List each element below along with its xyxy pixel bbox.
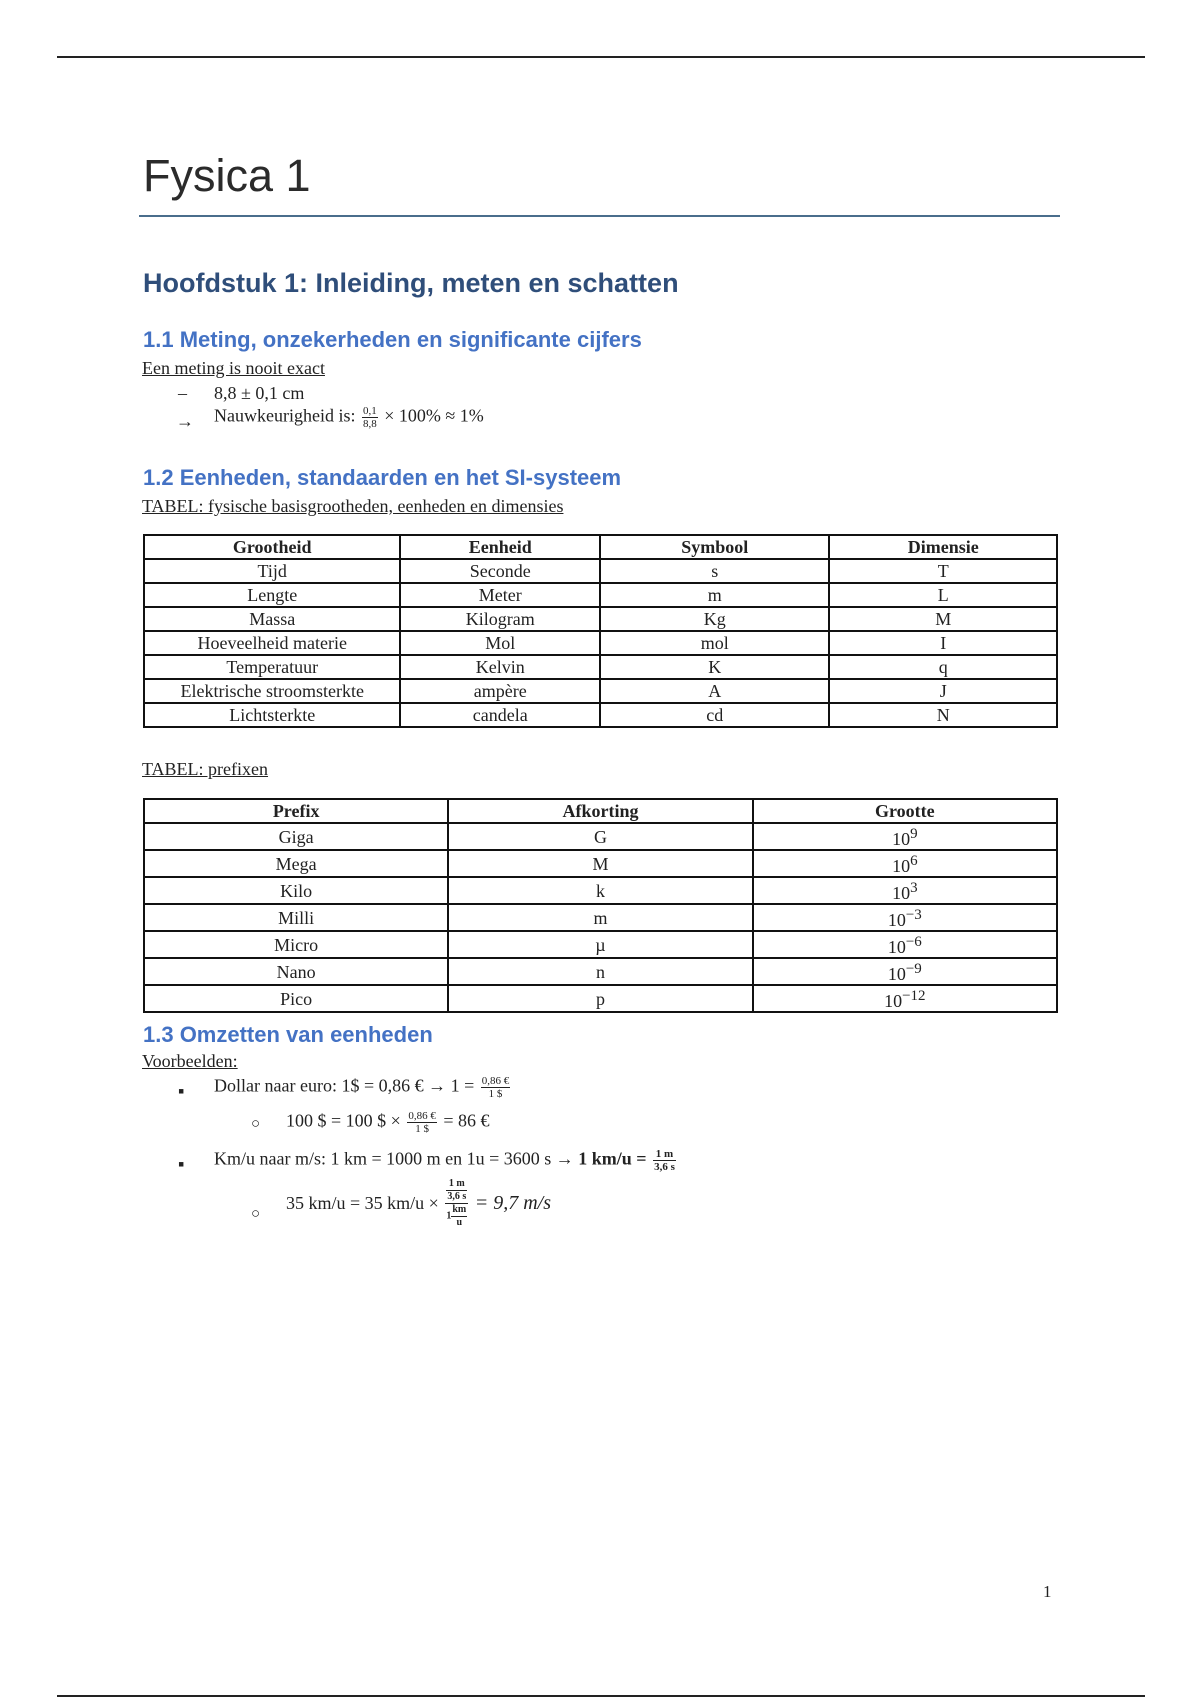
section-1-3-heading: 1.3 Omzetten van eenheden <box>143 1022 433 1047</box>
table-cell: q <box>829 655 1057 679</box>
table-cell: Massa <box>144 607 400 631</box>
dollar-euro-line <box>214 1075 512 1100</box>
table-cell: s <box>600 559 829 583</box>
kmh-fraction <box>653 1148 676 1173</box>
table-cell: Lengte <box>144 583 400 607</box>
circle-bullet: ○ <box>251 1206 261 1222</box>
title-underline <box>139 215 1060 217</box>
table-cell: K <box>600 655 829 679</box>
table-cell: T <box>829 559 1057 583</box>
compound-numerator <box>445 1178 468 1204</box>
column-header: Prefix <box>144 799 448 823</box>
section-1-1-heading: 1.1 Meting, onzekerheden en significante cijfers <box>143 327 642 352</box>
table-cell <box>753 850 1057 877</box>
dollar-euro-text: Dollar naar euro: 1$ = 0,86 € → 1 = <box>214 1075 475 1096</box>
precision-label: Nauwkeurigheid is: <box>214 405 356 426</box>
euro-fraction <box>481 1075 511 1100</box>
table-row <box>144 904 1057 931</box>
table-cell: Hoeveelheid materie <box>144 631 400 655</box>
top-page-rule <box>57 56 1145 58</box>
denominator-fraction <box>451 1204 467 1229</box>
section-1-1-subtitle: Een meting is nooit exact <box>142 358 325 378</box>
table-cell <box>753 823 1057 850</box>
table-cell: Micro <box>144 931 448 958</box>
kmh-text: Km/u naar m/s: 1 km = 1000 m en 1u = 3600 s → <box>214 1148 574 1169</box>
table-header-row <box>144 535 1057 559</box>
section-1-3-subtitle: Voorbeelden: <box>142 1051 238 1071</box>
power-exponent: −12 <box>902 988 926 1004</box>
table2-caption: TABEL: prefixen <box>142 759 269 779</box>
fraction-numerator: 0,86 € <box>408 1110 436 1122</box>
table-cell: Meter <box>400 583 600 607</box>
table1-caption: TABEL: fysische basisgrootheden, eenheden en dimensies <box>142 496 564 516</box>
numerator-bottom: 3,6 s <box>447 1191 467 1202</box>
circle-bullet: ○ <box>251 1116 261 1132</box>
fraction-denominator: 1 $ <box>415 1123 429 1135</box>
column-header: Afkorting <box>448 799 752 823</box>
table-cell: Mega <box>144 850 448 877</box>
table-cell <box>753 904 1057 931</box>
table-cell: Tijd <box>144 559 400 583</box>
table-row <box>144 583 1057 607</box>
table-cell: µ <box>448 931 752 958</box>
column-header: Symbool <box>600 535 829 559</box>
power-base: 10 <box>892 883 911 903</box>
table-cell: Mol <box>400 631 600 655</box>
compound-denominator <box>445 1204 468 1229</box>
table-row <box>144 559 1057 583</box>
table-cell: Pico <box>144 985 448 1012</box>
precision-result: × 100% ≈ 1% <box>384 405 484 426</box>
column-header: Eenheid <box>400 535 600 559</box>
table-cell: G <box>448 823 752 850</box>
table-cell <box>753 877 1057 904</box>
table-row <box>144 679 1057 703</box>
table-header-row <box>144 799 1057 823</box>
precision-fraction <box>362 405 378 430</box>
chapter-heading: Hoofdstuk 1: Inleiding, meten en schatten <box>143 268 679 298</box>
table-cell: Kelvin <box>400 655 600 679</box>
fraction-numerator: 1 m <box>653 1148 676 1161</box>
power-exponent: −3 <box>905 907 922 923</box>
dollar-example-result: = 86 € <box>443 1110 490 1131</box>
fraction-numerator: km <box>452 1204 467 1215</box>
table-row <box>144 823 1057 850</box>
table-cell: k <box>448 877 752 904</box>
fraction-denominator: 3,6 s <box>654 1161 675 1173</box>
table-cell: Milli <box>144 904 448 931</box>
dash-bullet: – <box>178 383 187 403</box>
table-cell: Kilo <box>144 877 448 904</box>
prefix-table <box>143 798 1058 1013</box>
table-cell: m <box>600 583 829 607</box>
compound-fraction <box>445 1178 468 1229</box>
table-cell <box>753 958 1057 985</box>
table-row <box>144 631 1057 655</box>
kmh-example-text: 35 km/u = 35 km/u × <box>286 1193 439 1213</box>
power-exponent: −6 <box>905 934 922 950</box>
table-cell: candela <box>400 703 600 727</box>
power-exponent: 3 <box>910 880 918 896</box>
kmh-line <box>214 1148 678 1173</box>
table-row <box>144 958 1057 985</box>
table-cell: ampère <box>400 679 600 703</box>
fraction-denominator: u <box>456 1217 463 1228</box>
arrow-bullet: → <box>176 411 194 431</box>
table-cell: M <box>448 850 752 877</box>
power-base: 10 <box>892 856 911 876</box>
table-cell: Giga <box>144 823 448 850</box>
bottom-page-rule <box>57 1695 1145 1697</box>
column-header: Grootte <box>753 799 1057 823</box>
square-bullet: ▪ <box>178 1081 185 1101</box>
table-cell: p <box>448 985 752 1012</box>
power-base: 10 <box>887 964 906 984</box>
kmh-example-result: = 9,7 m/s <box>474 1192 551 1214</box>
table-cell: Kg <box>600 607 829 631</box>
power-base: 10 <box>884 991 903 1011</box>
power-base: 10 <box>887 910 906 930</box>
table-row <box>144 655 1057 679</box>
table-cell: A <box>600 679 829 703</box>
table-cell: J <box>829 679 1057 703</box>
table-cell: L <box>829 583 1057 607</box>
table-row <box>144 877 1057 904</box>
fraction-numerator: 0,86 € <box>481 1075 510 1087</box>
column-header: Grootheid <box>144 535 400 559</box>
table-cell: Elektrische stroomsterkte <box>144 679 400 703</box>
precision-numerator: 0,1 <box>362 405 377 417</box>
dollar-example-text: 100 $ = 100 $ × <box>286 1110 401 1131</box>
table-cell: Nano <box>144 958 448 985</box>
numerator-top: 1 m <box>448 1178 465 1189</box>
table-cell <box>753 985 1057 1012</box>
square-bullet: ▪ <box>178 1154 185 1174</box>
table-cell: M <box>829 607 1057 631</box>
kmh-example-line <box>286 1178 551 1229</box>
table-cell: mol <box>600 631 829 655</box>
kmh-bold-text: 1 km/u = <box>578 1148 647 1169</box>
table-row <box>144 607 1057 631</box>
power-exponent: 9 <box>910 826 918 842</box>
table-cell: m <box>448 904 752 931</box>
table-cell: Temperatuur <box>144 655 400 679</box>
fraction-denominator: 1 $ <box>488 1088 503 1100</box>
power-exponent: 6 <box>910 853 918 869</box>
precision-line <box>214 405 484 430</box>
power-base: 10 <box>887 937 906 957</box>
power-base: 10 <box>892 829 911 849</box>
precision-denominator: 8,8 <box>362 418 377 430</box>
table-cell <box>753 931 1057 958</box>
base-quantities-table <box>143 534 1058 728</box>
table-cell: n <box>448 958 752 985</box>
table-row <box>144 850 1057 877</box>
table-cell: N <box>829 703 1057 727</box>
document-title: Fysica 1 <box>143 150 311 201</box>
table-row <box>144 985 1057 1012</box>
section-1-2-heading: 1.2 Eenheden, standaarden en het SI-systeem <box>143 465 622 490</box>
dollar-example-line <box>286 1110 489 1135</box>
table-cell: cd <box>600 703 829 727</box>
denominator-lead: 1 <box>446 1210 452 1222</box>
table-cell: I <box>829 631 1057 655</box>
table-cell: Seconde <box>400 559 600 583</box>
table-cell: Kilogram <box>400 607 600 631</box>
measurement-value: 8,8 ± 0,1 cm <box>214 383 305 403</box>
column-header: Dimensie <box>829 535 1057 559</box>
euro-fraction <box>407 1110 437 1135</box>
power-exponent: −9 <box>905 961 922 977</box>
table-row <box>144 931 1057 958</box>
table-row <box>144 703 1057 727</box>
table-cell: Lichtsterkte <box>144 703 400 727</box>
page-number: 1 <box>1043 1582 1052 1601</box>
